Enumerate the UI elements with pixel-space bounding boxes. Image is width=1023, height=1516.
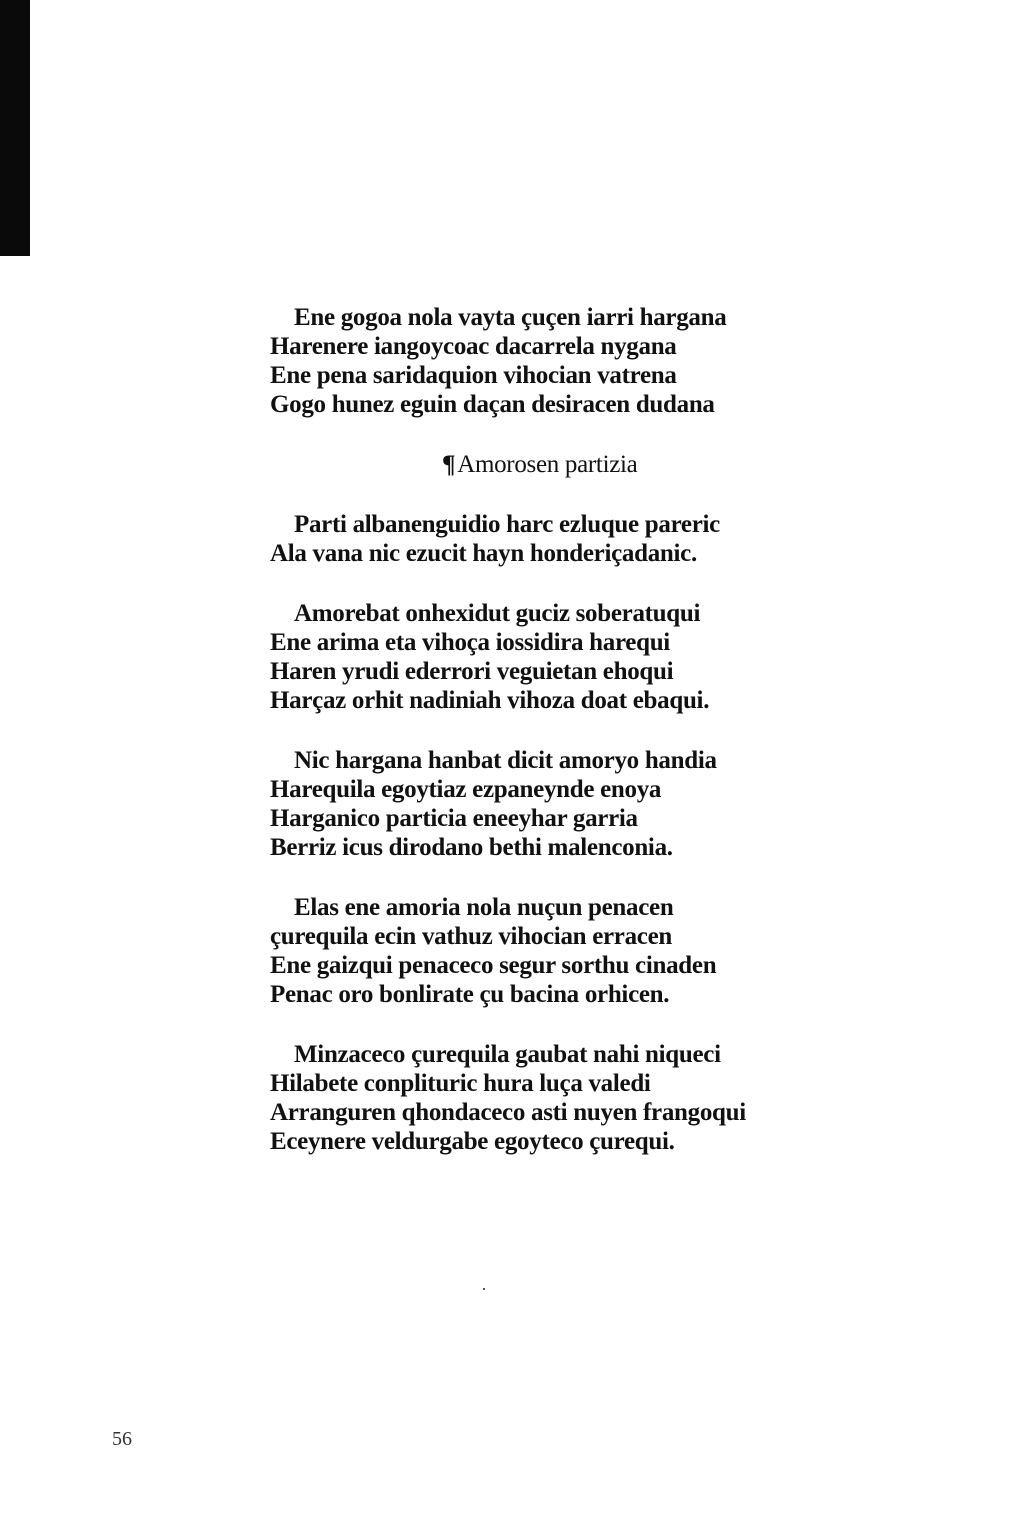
stanza-4 [270,746,790,862]
stanza-2 [270,510,790,568]
verse-line: Elas ene amoria nola nuçun penacen [294,894,674,921]
verse-line: Harganico particia eneeyhar garria [270,805,638,832]
verse-line: Ene gogoa nola vayta çuçen iarri hargana [294,304,727,331]
verse-line: Hilabete conplituric hura luça valedi [270,1070,651,1097]
verse-line: Ene pena saridaquion vihocian vatrena [270,362,677,389]
verse-line: Gogo hunez eguin daçan desiracen dudana [270,391,715,418]
section-heading [270,450,790,479]
verse-line: Eceynere veldurgabe egoyteco çurequi. [270,1128,675,1155]
page-number: 56 [112,1428,132,1450]
stanza-5 [270,893,790,1009]
poem-text [270,303,790,1187]
verse-line: Harenere iangoycoac dacarrela nygana [270,333,677,360]
verse-line: Harçaz orhit nadiniah vihoza doat ebaqui. [270,687,710,714]
stanza-1 [270,303,790,419]
scan-edge-bar [0,0,30,256]
verse-line: Penac oro bonlirate çu bacina orhicen. [270,981,670,1008]
verse-line: Minzaceco çurequila gaubat nahi niqueci [294,1041,721,1068]
scan-speck [483,1288,485,1290]
section-heading-text: Amorosen partizia [457,451,638,478]
verse-line: Ala vana nic ezucit hayn honderiçadanic. [270,540,697,567]
verse-line: Arranguren qhondaceco asti nuyen frangoqui [270,1099,746,1126]
verse-line: Haren yrudi ederrori veguietan ehoqui [270,658,674,685]
verse-line: Berriz icus dirodano bethi malenconia. [270,834,673,861]
verse-line: Amorebat onhexidut guciz soberatuqui [294,600,701,627]
stanza-3 [270,599,790,715]
verse-line: Nic hargana hanbat dicit amoryo handia [294,747,717,774]
verse-line: Ene arima eta vihoça iossidira harequi [270,629,670,656]
verse-line: Parti albanenguidio harc ezluque pareric [294,511,720,538]
pilcrow-mark: ¶ [442,451,456,478]
verse-line: çurequila ecin vathuz vihocian erracen [270,923,672,950]
stanza-6 [270,1040,790,1156]
verse-line: Harequila egoytiaz ezpaneynde enoya [270,776,662,803]
verse-line: Ene gaizqui penaceco segur sorthu cinaden [270,952,717,979]
